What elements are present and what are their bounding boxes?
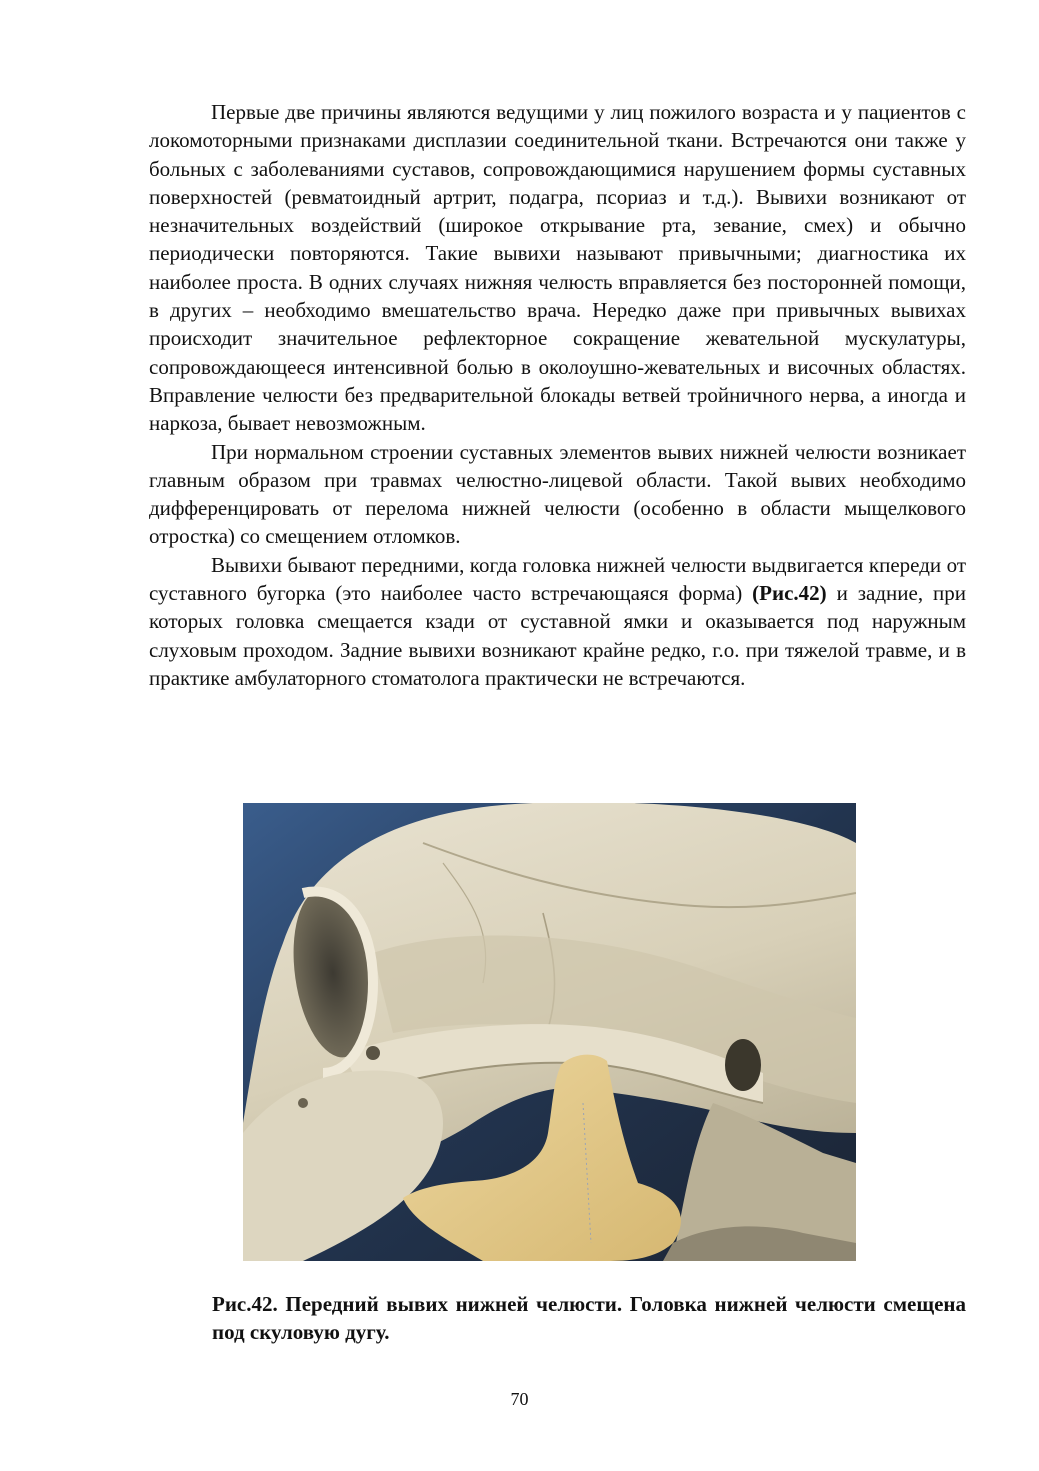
page-number: 70: [510, 1389, 529, 1409]
paragraph-3-end: и задние, при которых головка смещается кзади от суставной ямки и оказывается под наружным слуховым проходом. Задние вывихи возникают крайне редко, г.о. при тяжелой травме, и в практике амбулаторного стоматолога практически не встречаются.: [149, 581, 967, 690]
paragraph-2: При нормальном строении суставных элементов вывих нижней челюсти возникает главным образом при травмах челюстно-лицевой области. Такой вывих необходимо дифференцировать от перелома нижней челюсти (особенно в области мыщелкового отростка) со смещением отломков.: [149, 439, 966, 549]
skull-photo-illustration: [243, 803, 856, 1261]
figure-caption: Рис.42. Передний вывих нижней челюсти. Головка нижней челюсти смещена под скуловую дугу.: [212, 1292, 966, 1344]
figure-reference: (Рис.42): [752, 581, 827, 606]
body-text: [149, 98, 966, 692]
paragraph-3: [149, 551, 966, 692]
paragraph-1: Первые две причины являются ведущими у лиц пожилого возраста и у пациентов с локомоторными признаками дисплазии соединительной ткани. Встречаются они также у больных с заболеваниями суставов, сопровождающимися нарушением формы суставных поверхностей (ревматоидный артрит, подагра, псориаз и т.д.). Вывихи возникают от незначительных воздействий (широкое открывание рта, зевание, смех) и обычно периодически повторяются. Такие вывихи называют привычными; диагностика их наиболее проста. В одних случаях нижняя челюсть вправляется без посторонней помощи, в других – необходимо вмешательство врача. Нередко даже при привычных вывихах происходит значительное рефлекторное сокращение жевательной мускулатуры, сопровождающееся интенсивной болью в околоушно-жевательных и височных областях. Вправление челюсти без предварительной блокады ветвей тройничного нерва, а иногда и наркоза, бывает невозможным.: [149, 100, 966, 436]
skull-photo: [243, 803, 856, 1261]
paragraph-3-start: Вывихи бывают передними, когда головка нижней челюсти выдвигается кпереди от суставного бугорка (это наиболее часто встречающаяся форма): [149, 552, 966, 606]
